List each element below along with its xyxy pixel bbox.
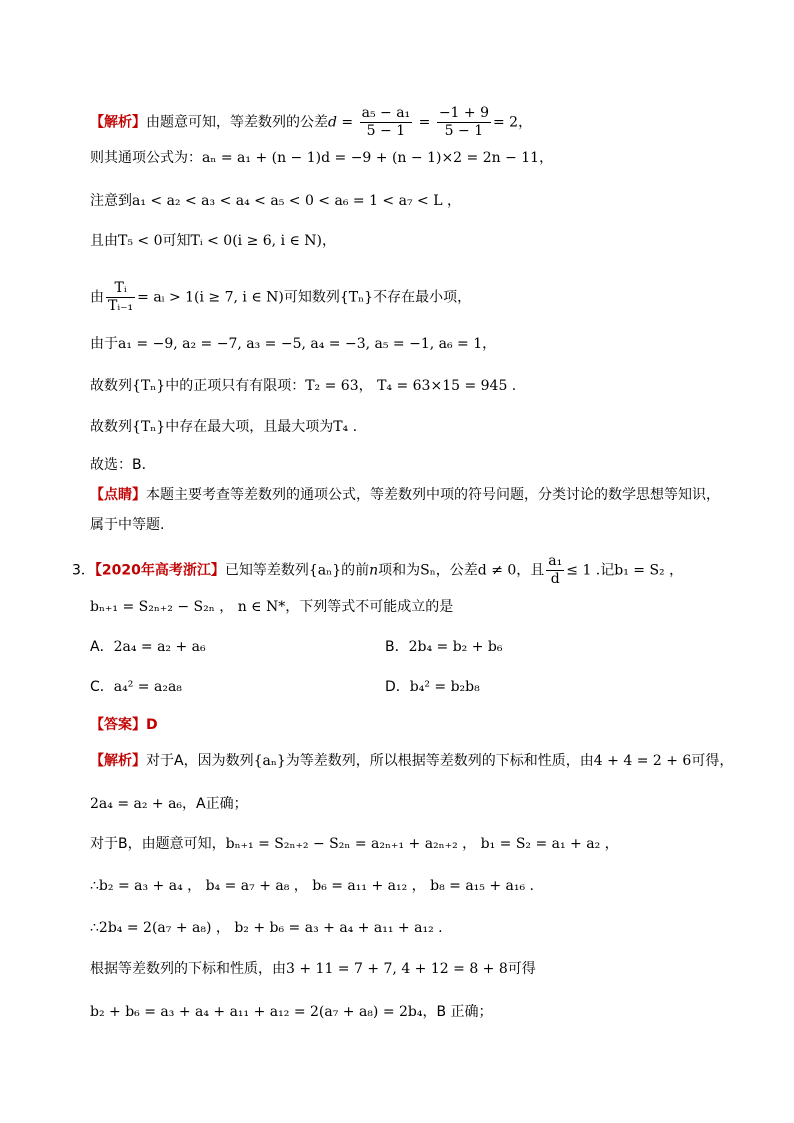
math: T₂ = 63， T₄ = 63×15 = 945 .: [305, 378, 517, 394]
analysis-tag: 【解析】: [90, 114, 146, 131]
numerator: a₅ − a₁: [361, 105, 411, 121]
text: ，B 正确；: [422, 1004, 493, 1020]
option-expression: a₄² = a₂a₈: [113, 679, 182, 695]
analysis-line-7: [90, 375, 516, 397]
text: 由题意可知，等差数列的公差: [146, 114, 328, 131]
text: 由于: [90, 336, 118, 352]
analysis-line-5: [90, 280, 471, 315]
option-expression: 2a₄ = a₂ + a₆: [113, 639, 206, 655]
math: 2a₄ = a₂ + a₆: [90, 796, 183, 812]
comment-line-2: [90, 514, 164, 536]
text: 为等差数列，所以根据等差数列的下标和性质，由: [285, 753, 594, 769]
math: T₅ < 0: [118, 233, 163, 249]
math: n: [369, 562, 379, 579]
option-label: C．: [90, 679, 114, 695]
math: aₙ = a₁ + (n − 1)d = −9 + (n − 1)×2 = 2n − 11，: [202, 150, 554, 166]
text: 中的正项只有有限项：: [165, 378, 306, 394]
analysis-line-3: [90, 190, 461, 212]
text: 故数列: [90, 378, 132, 394]
denominator: d: [550, 571, 560, 587]
math: b₁ = S₂ ，: [614, 562, 684, 579]
text: 可得，: [691, 753, 734, 769]
math: 3 + 11 = 7 + 7, 4 + 12 = 8 + 8: [286, 961, 508, 977]
analysis-line-1: 【解析】由题意可知，等差数列的公差d = $\frac{\text{a₅ − a₁}}{5 - 1}$ = $\frac{-1 + 9}{5 - 1}$ = 2，: [90, 105, 533, 139]
math: = 2，: [493, 114, 533, 131]
math: d ≠ 0: [477, 562, 517, 579]
text: 故选：B．: [90, 457, 156, 473]
option-label: B．: [385, 639, 409, 655]
denominator: 5 − 1: [444, 123, 484, 139]
math: 2b₄ = 2(a₇ + a₈) ， b₂ + b₆ = a₃ + a₄ + a₁₁ + a₁₂ .: [98, 920, 443, 936]
math: 4 + 4 = 2 + 6: [593, 753, 692, 769]
text: 则其通项公式为：: [90, 150, 202, 166]
analysis-tag: 【解析】: [90, 753, 146, 769]
fraction: [106, 280, 135, 315]
text: 对于B，由题意可知，: [90, 836, 226, 852]
analysis-line-6: [90, 333, 496, 355]
math: {Tₙ}: [132, 419, 166, 435]
text: ，A正确；: [182, 796, 248, 812]
text: 记: [600, 562, 615, 579]
analysis-conclusion: [90, 454, 156, 476]
math: b₂ + b₆ = a₃ + a₄ + a₁₁ + a₁₂ = 2(a₇ + a₈) = 2b₄: [90, 1004, 423, 1020]
analysis2-line-7: [90, 1001, 493, 1023]
analysis2-line-3: [90, 833, 619, 855]
text: 本题主要考查等差数列的通项公式，等差数列中项的符号问题，分类讨论的数学思想等知识，: [146, 487, 720, 503]
option-expression: b₄² = b₂b₈: [409, 679, 480, 695]
math: {aₙ}: [308, 562, 342, 579]
text: 根据等差数列的下标和性质，由: [90, 961, 286, 977]
numerator: a₁: [548, 553, 563, 569]
question-number: 3．: [72, 562, 95, 579]
text: ，公差: [435, 562, 478, 579]
math: bₙ₊₁ = S₂ₙ₊₂ − S₂ₙ ， n ∈ N*: [90, 599, 286, 615]
math: a₁ < a₂ < a₃ < a₄ < a₅ < 0 < a₆ = 1 < a₇ < L ，: [132, 193, 461, 209]
question-line-1: [72, 553, 683, 588]
text: ，且: [516, 562, 545, 579]
text: 不存在最小项，: [373, 289, 472, 306]
numerator: Tᵢ: [106, 280, 135, 298]
math: {aₙ}: [253, 753, 286, 769]
fraction: [360, 105, 413, 140]
text: 可得: [507, 961, 536, 977]
math: T₄ .: [333, 419, 358, 435]
text: 可知: [162, 233, 191, 249]
text: 项和为: [378, 562, 421, 579]
option-label: D．: [385, 679, 410, 695]
option-expression: 2b₄ = b₂ + b₆: [408, 639, 503, 655]
answer-line: [90, 714, 158, 736]
math: b₂ = a₃ + a₄ ， b₄ = a₇ + a₈ ， b₆ = a₁₁ + a₁₂ ， b₈ = a₁₅ + a₁₆ .: [98, 878, 534, 894]
analysis-line-4: [90, 230, 336, 252]
fraction: [437, 105, 491, 140]
math: bₙ₊₁ = S₂ₙ₊₂ − S₂ₙ = a₂ₙ₊₁ + a₂ₙ₊₂ ， b₁ = S₂ = a₁ + a₂ ，: [225, 836, 619, 852]
text: ，下列等式不可能成立的是: [285, 599, 454, 615]
comment-line-1: [90, 484, 720, 506]
analysis2-line-1: [90, 750, 733, 772]
analysis2-line-4: [90, 875, 534, 897]
text: 且由: [90, 233, 118, 249]
math: a₁ = −9, a₂ = −7, a₃ = −5, a₄ = −3, a₅ = −1, a₆ = 1，: [118, 336, 497, 352]
answer-value: D: [146, 717, 158, 733]
math: Sₙ: [420, 562, 436, 579]
option-a[interactable]: [90, 636, 206, 658]
comment-tag: 【点睛】: [90, 487, 146, 503]
math: ≤ 1 .: [566, 562, 601, 579]
analysis-line-8: [90, 416, 357, 438]
text: 故数列: [90, 419, 132, 435]
numerator: −1 + 9: [438, 105, 489, 121]
denominator: 5 − 1: [366, 123, 406, 139]
text: 属于中等题.: [90, 517, 165, 533]
text: 的前: [341, 562, 370, 579]
math: {Tₙ}: [132, 378, 166, 394]
option-d[interactable]: [385, 676, 480, 698]
question-line-2: [90, 596, 453, 618]
option-c[interactable]: [90, 676, 182, 698]
option-label: A．: [90, 639, 114, 655]
question-source: 【2020年高考浙江】: [94, 562, 225, 579]
analysis2-line-6: [90, 958, 536, 980]
analysis2-line-2: [90, 793, 248, 815]
text: 注意到: [90, 193, 132, 209]
analysis-line-2: [90, 147, 553, 169]
option-b[interactable]: [385, 636, 503, 658]
math: Tᵢ < 0(i ≥ 6, i ∈ N)，: [190, 233, 337, 249]
denominator: Tᵢ₋₁: [108, 298, 134, 314]
text: 可知数列: [283, 289, 340, 306]
therefore-symbol: ∴: [90, 878, 99, 894]
math: = aᵢ > 1(i ≥ 7, i ∈ N): [137, 289, 284, 306]
analysis2-line-5: [90, 917, 443, 939]
math: d: [328, 114, 337, 131]
math: {Tₙ}: [339, 289, 374, 306]
text: 已知等差数列: [224, 562, 309, 579]
text: 由: [90, 289, 104, 306]
fraction: [546, 553, 564, 588]
therefore-symbol: ∴: [90, 920, 99, 936]
answer-tag: 【答案】: [90, 717, 146, 733]
text: 中存在最大项，且最大项为: [165, 419, 334, 435]
text: 对于A，因为数列: [146, 753, 254, 769]
